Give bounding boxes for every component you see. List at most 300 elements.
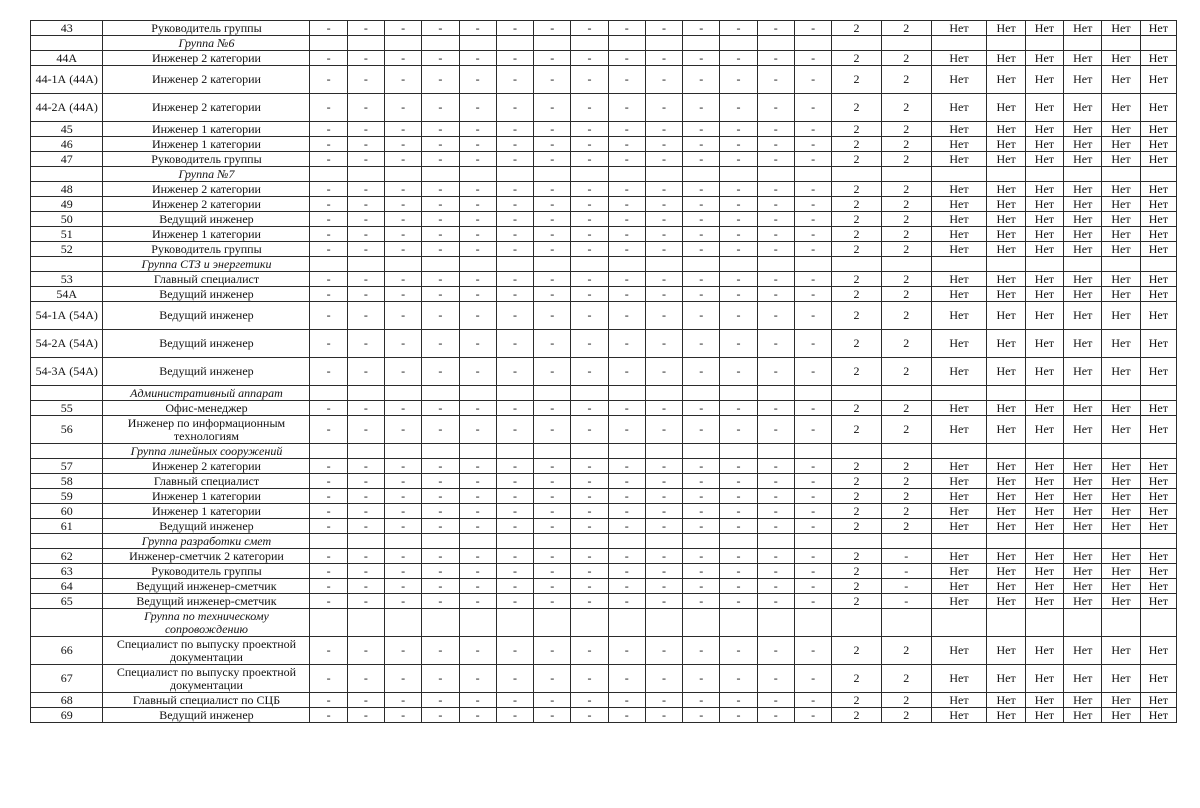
answer-cell: Нет [1140, 330, 1176, 358]
answer-cell: Нет [1064, 708, 1102, 723]
dash-cell: - [422, 272, 459, 287]
dash-cell: - [459, 302, 496, 330]
empty-cell [1064, 444, 1102, 459]
value-b-cell: 2 [881, 330, 931, 358]
position-name-cell: Инженер 2 категории [103, 182, 310, 197]
dash-cell: - [459, 416, 496, 444]
table-row [31, 504, 1177, 519]
dash-cell: - [385, 227, 422, 242]
group-header-row [31, 257, 1177, 272]
empty-cell [459, 167, 496, 182]
empty-cell [534, 444, 571, 459]
position-name-cell: Инженер 2 категории [103, 197, 310, 212]
dash-cell: - [534, 51, 571, 66]
position-name-cell: Руководитель группы [103, 152, 310, 167]
value-b-cell: 2 [881, 416, 931, 444]
position-name-cell: Инженер 1 категории [103, 227, 310, 242]
dash-cell: - [608, 416, 645, 444]
dash-cell: - [683, 637, 720, 665]
staff-table [30, 20, 1177, 723]
dash-cell: - [496, 665, 533, 693]
dash-cell: - [347, 302, 384, 330]
empty-cell [608, 444, 645, 459]
answer-cell: Нет [931, 564, 987, 579]
dash-cell: - [757, 519, 794, 534]
dash-cell: - [608, 693, 645, 708]
dash-cell: - [571, 579, 608, 594]
dash-cell: - [534, 549, 571, 564]
value-a-cell: 2 [832, 459, 882, 474]
dash-cell: - [534, 330, 571, 358]
answer-cell: Нет [987, 287, 1025, 302]
answer-cell: Нет [931, 182, 987, 197]
answer-cell: Нет [1064, 358, 1102, 386]
value-a-cell: 2 [832, 272, 882, 287]
dash-cell: - [608, 594, 645, 609]
dash-cell: - [720, 489, 757, 504]
answer-cell: Нет [1064, 152, 1102, 167]
dash-cell: - [720, 693, 757, 708]
empty-cell [987, 257, 1025, 272]
answer-cell: Нет [987, 416, 1025, 444]
value-a-cell: 2 [832, 504, 882, 519]
dash-cell: - [608, 66, 645, 94]
empty-cell [1102, 167, 1140, 182]
row-number-cell: 58 [31, 474, 103, 489]
dash-cell: - [496, 564, 533, 579]
value-a-cell: 2 [832, 693, 882, 708]
answer-cell: Нет [931, 122, 987, 137]
dash-cell: - [571, 212, 608, 227]
dash-cell: - [794, 637, 831, 665]
answer-cell: Нет [1102, 94, 1140, 122]
table-row [31, 182, 1177, 197]
dash-cell: - [794, 302, 831, 330]
empty-cell [832, 36, 882, 51]
dash-cell: - [534, 197, 571, 212]
empty-cell [683, 534, 720, 549]
dash-cell: - [683, 66, 720, 94]
answer-cell: Нет [931, 358, 987, 386]
answer-cell: Нет [987, 693, 1025, 708]
answer-cell: Нет [931, 579, 987, 594]
empty-cell [422, 386, 459, 401]
dash-cell: - [645, 564, 682, 579]
empty-cell [608, 386, 645, 401]
empty-cell [794, 534, 831, 549]
answer-cell: Нет [987, 474, 1025, 489]
dash-cell: - [496, 66, 533, 94]
dash-cell: - [347, 182, 384, 197]
table-row [31, 242, 1177, 257]
value-b-cell: 2 [881, 519, 931, 534]
dash-cell: - [459, 287, 496, 302]
dash-cell: - [608, 122, 645, 137]
dash-cell: - [720, 459, 757, 474]
empty-cell [31, 444, 103, 459]
answer-cell: Нет [1102, 708, 1140, 723]
table-row [31, 637, 1177, 665]
empty-cell [931, 36, 987, 51]
table-row [31, 459, 1177, 474]
dash-cell: - [683, 227, 720, 242]
group-header-row [31, 444, 1177, 459]
dash-cell: - [683, 358, 720, 386]
dash-cell: - [720, 579, 757, 594]
dash-cell: - [534, 358, 571, 386]
value-a-cell: 2 [832, 564, 882, 579]
dash-cell: - [794, 489, 831, 504]
dash-cell: - [459, 51, 496, 66]
dash-cell: - [347, 594, 384, 609]
row-number-cell: 44-1А (44А) [31, 66, 103, 94]
dash-cell: - [571, 302, 608, 330]
empty-cell [31, 167, 103, 182]
dash-cell: - [683, 579, 720, 594]
dash-cell: - [720, 302, 757, 330]
answer-cell: Нет [931, 287, 987, 302]
dash-cell: - [571, 227, 608, 242]
dash-cell: - [757, 693, 794, 708]
answer-cell: Нет [1140, 272, 1176, 287]
dash-cell: - [757, 489, 794, 504]
dash-cell: - [385, 594, 422, 609]
empty-cell [571, 36, 608, 51]
empty-cell [385, 609, 422, 637]
answer-cell: Нет [1064, 489, 1102, 504]
value-a-cell: 2 [832, 227, 882, 242]
empty-cell [534, 257, 571, 272]
answer-cell: Нет [1025, 227, 1063, 242]
answer-cell: Нет [987, 182, 1025, 197]
table-row [31, 330, 1177, 358]
answer-cell: Нет [1064, 637, 1102, 665]
dash-cell: - [645, 665, 682, 693]
dash-cell: - [794, 416, 831, 444]
dash-cell: - [385, 21, 422, 36]
dash-cell: - [534, 272, 571, 287]
empty-cell [1025, 609, 1063, 637]
dash-cell: - [496, 212, 533, 227]
value-b-cell: 2 [881, 287, 931, 302]
dash-cell: - [608, 459, 645, 474]
dash-cell: - [683, 665, 720, 693]
dash-cell: - [534, 182, 571, 197]
answer-cell: Нет [931, 474, 987, 489]
dash-cell: - [347, 549, 384, 564]
dash-cell: - [757, 137, 794, 152]
answer-cell: Нет [1140, 197, 1176, 212]
answer-cell: Нет [1140, 489, 1176, 504]
row-number-cell: 51 [31, 227, 103, 242]
table-row [31, 272, 1177, 287]
answer-cell: Нет [987, 242, 1025, 257]
answer-cell: Нет [1064, 665, 1102, 693]
empty-cell [757, 36, 794, 51]
dash-cell: - [385, 665, 422, 693]
dash-cell: - [794, 708, 831, 723]
answer-cell: Нет [1064, 21, 1102, 36]
dash-cell: - [385, 358, 422, 386]
empty-cell [347, 36, 384, 51]
dash-cell: - [310, 152, 347, 167]
dash-cell: - [459, 122, 496, 137]
group-title-cell: Группа линейных сооружений [103, 444, 310, 459]
empty-cell [385, 386, 422, 401]
dash-cell: - [683, 594, 720, 609]
dash-cell: - [496, 401, 533, 416]
value-b-cell: 2 [881, 489, 931, 504]
empty-cell [347, 386, 384, 401]
empty-cell [385, 534, 422, 549]
table-row [31, 212, 1177, 227]
empty-cell [347, 609, 384, 637]
answer-cell: Нет [1140, 21, 1176, 36]
dash-cell: - [422, 708, 459, 723]
dash-cell: - [347, 227, 384, 242]
dash-cell: - [422, 416, 459, 444]
empty-cell [608, 167, 645, 182]
dash-cell: - [571, 489, 608, 504]
answer-cell: Нет [931, 242, 987, 257]
dash-cell: - [385, 693, 422, 708]
value-a-cell: 2 [832, 330, 882, 358]
answer-cell: Нет [1025, 693, 1063, 708]
dash-cell: - [683, 21, 720, 36]
row-number-cell: 66 [31, 637, 103, 665]
answer-cell: Нет [1025, 358, 1063, 386]
answer-cell: Нет [1140, 459, 1176, 474]
dash-cell: - [683, 519, 720, 534]
answer-cell: Нет [1064, 504, 1102, 519]
answer-cell: Нет [1140, 66, 1176, 94]
table-row [31, 137, 1177, 152]
value-b-cell: 2 [881, 637, 931, 665]
dash-cell: - [422, 358, 459, 386]
empty-cell [683, 386, 720, 401]
empty-cell [385, 444, 422, 459]
dash-cell: - [496, 504, 533, 519]
dash-cell: - [534, 474, 571, 489]
row-number-cell: 54-2А (54А) [31, 330, 103, 358]
dash-cell: - [422, 137, 459, 152]
dash-cell: - [347, 708, 384, 723]
empty-cell [832, 444, 882, 459]
empty-cell [31, 534, 103, 549]
answer-cell: Нет [931, 66, 987, 94]
empty-cell [1064, 534, 1102, 549]
dash-cell: - [608, 51, 645, 66]
table-row [31, 401, 1177, 416]
dash-cell: - [422, 122, 459, 137]
dash-cell: - [794, 272, 831, 287]
answer-cell: Нет [931, 51, 987, 66]
value-a-cell: 2 [832, 152, 882, 167]
answer-cell: Нет [931, 416, 987, 444]
dash-cell: - [720, 358, 757, 386]
row-number-cell: 61 [31, 519, 103, 534]
dash-cell: - [496, 182, 533, 197]
row-number-cell: 52 [31, 242, 103, 257]
empty-cell [496, 444, 533, 459]
dash-cell: - [683, 474, 720, 489]
dash-cell: - [757, 401, 794, 416]
answer-cell: Нет [1025, 549, 1063, 564]
row-number-cell: 64 [31, 579, 103, 594]
empty-cell [987, 609, 1025, 637]
empty-cell [987, 444, 1025, 459]
answer-cell: Нет [1025, 504, 1063, 519]
dash-cell: - [720, 152, 757, 167]
dash-cell: - [385, 579, 422, 594]
dash-cell: - [534, 152, 571, 167]
answer-cell: Нет [1140, 549, 1176, 564]
dash-cell: - [310, 637, 347, 665]
row-number-cell: 67 [31, 665, 103, 693]
empty-cell [571, 167, 608, 182]
answer-cell: Нет [1064, 272, 1102, 287]
answer-cell: Нет [1102, 564, 1140, 579]
dash-cell: - [310, 489, 347, 504]
dash-cell: - [720, 122, 757, 137]
empty-cell [459, 36, 496, 51]
dash-cell: - [645, 212, 682, 227]
dash-cell: - [310, 137, 347, 152]
answer-cell: Нет [1102, 137, 1140, 152]
dash-cell: - [720, 227, 757, 242]
answer-cell: Нет [1102, 212, 1140, 227]
dash-cell: - [534, 122, 571, 137]
empty-cell [459, 386, 496, 401]
empty-cell [832, 257, 882, 272]
dash-cell: - [645, 708, 682, 723]
dash-cell: - [422, 197, 459, 212]
dash-cell: - [571, 182, 608, 197]
dash-cell: - [571, 137, 608, 152]
dash-cell: - [757, 122, 794, 137]
dash-cell: - [347, 459, 384, 474]
dash-cell: - [720, 665, 757, 693]
dash-cell: - [385, 459, 422, 474]
dash-cell: - [347, 564, 384, 579]
empty-cell [720, 257, 757, 272]
dash-cell: - [459, 182, 496, 197]
dash-cell: - [385, 549, 422, 564]
answer-cell: Нет [1064, 137, 1102, 152]
empty-cell [422, 609, 459, 637]
empty-cell [794, 386, 831, 401]
empty-cell [931, 386, 987, 401]
dash-cell: - [459, 358, 496, 386]
dash-cell: - [496, 416, 533, 444]
answer-cell: Нет [1064, 564, 1102, 579]
answer-cell: Нет [931, 401, 987, 416]
dash-cell: - [310, 212, 347, 227]
empty-cell [1064, 386, 1102, 401]
answer-cell: Нет [931, 330, 987, 358]
dash-cell: - [794, 401, 831, 416]
dash-cell: - [459, 21, 496, 36]
empty-cell [608, 36, 645, 51]
empty-cell [1140, 36, 1176, 51]
answer-cell: Нет [987, 272, 1025, 287]
dash-cell: - [683, 212, 720, 227]
dash-cell: - [683, 459, 720, 474]
dash-cell: - [608, 504, 645, 519]
dash-cell: - [347, 137, 384, 152]
row-number-cell: 63 [31, 564, 103, 579]
empty-cell [1102, 609, 1140, 637]
dash-cell: - [310, 519, 347, 534]
answer-cell: Нет [987, 51, 1025, 66]
empty-cell [347, 534, 384, 549]
dash-cell: - [683, 330, 720, 358]
dash-cell: - [534, 665, 571, 693]
dash-cell: - [683, 302, 720, 330]
dash-cell: - [794, 242, 831, 257]
dash-cell: - [459, 708, 496, 723]
answer-cell: Нет [1025, 401, 1063, 416]
dash-cell: - [534, 637, 571, 665]
value-b-cell: 2 [881, 693, 931, 708]
answer-cell: Нет [987, 549, 1025, 564]
empty-cell [534, 36, 571, 51]
dash-cell: - [757, 197, 794, 212]
answer-cell: Нет [1102, 474, 1140, 489]
empty-cell [683, 609, 720, 637]
answer-cell: Нет [931, 137, 987, 152]
value-a-cell: 2 [832, 416, 882, 444]
answer-cell: Нет [1140, 302, 1176, 330]
dash-cell: - [385, 416, 422, 444]
dash-cell: - [385, 474, 422, 489]
empty-cell [832, 167, 882, 182]
dash-cell: - [310, 665, 347, 693]
position-name-cell: Офис-менеджер [103, 401, 310, 416]
dash-cell: - [347, 287, 384, 302]
answer-cell: Нет [1025, 519, 1063, 534]
empty-cell [645, 534, 682, 549]
answer-cell: Нет [987, 197, 1025, 212]
dash-cell: - [571, 401, 608, 416]
position-name-cell: Ведущий инженер-сметчик [103, 594, 310, 609]
dash-cell: - [347, 637, 384, 665]
position-name-cell: Ведущий инженер [103, 212, 310, 227]
table-row [31, 358, 1177, 386]
dash-cell: - [794, 579, 831, 594]
dash-cell: - [645, 287, 682, 302]
dash-cell: - [720, 474, 757, 489]
dash-cell: - [347, 330, 384, 358]
answer-cell: Нет [931, 302, 987, 330]
group-title-cell: Группа №6 [103, 36, 310, 51]
answer-cell: Нет [1064, 579, 1102, 594]
dash-cell: - [645, 242, 682, 257]
row-number-cell: 48 [31, 182, 103, 197]
dash-cell: - [720, 708, 757, 723]
dash-cell: - [534, 302, 571, 330]
answer-cell: Нет [1025, 122, 1063, 137]
dash-cell: - [794, 94, 831, 122]
answer-cell: Нет [1102, 416, 1140, 444]
dash-cell: - [310, 564, 347, 579]
answer-cell: Нет [987, 330, 1025, 358]
dash-cell: - [385, 212, 422, 227]
dash-cell: - [757, 708, 794, 723]
position-name-cell: Ведущий инженер-сметчик [103, 579, 310, 594]
dash-cell: - [459, 137, 496, 152]
empty-cell [1140, 534, 1176, 549]
